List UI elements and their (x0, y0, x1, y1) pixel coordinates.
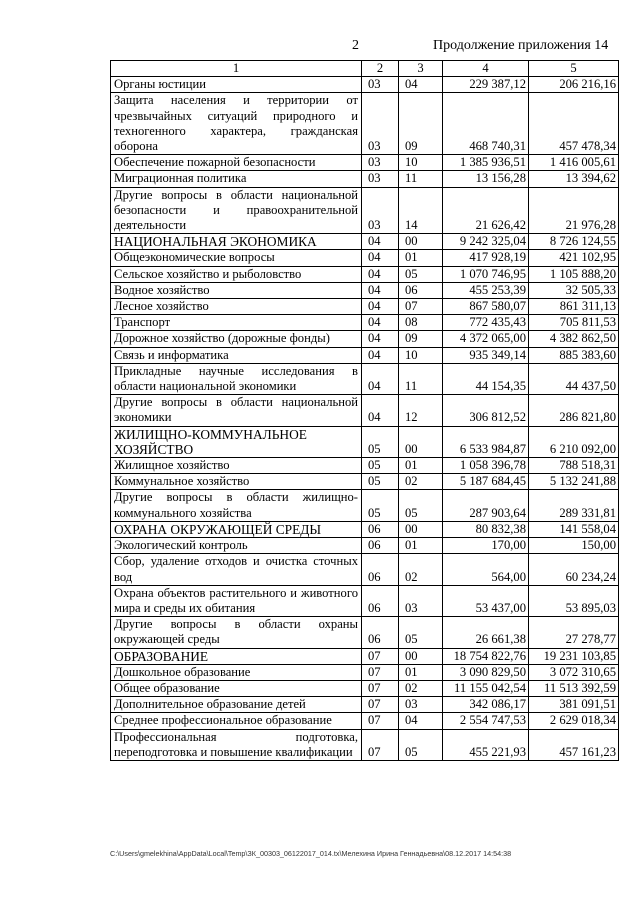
table-row (111, 234, 619, 250)
table-row (111, 171, 619, 187)
table-row (111, 713, 619, 729)
section-code-cell: 07 (362, 648, 399, 664)
section-code-cell: 03 (362, 155, 399, 171)
table-row (111, 617, 619, 648)
amount-col4-cell: 417 928,19 (443, 250, 529, 266)
table-row (111, 266, 619, 282)
table-row (111, 187, 619, 234)
row-name-cell: Дорожное хозяйство (дорожные фонды) (111, 331, 362, 347)
row-name-cell: Общеэкономические вопросы (111, 250, 362, 266)
section-code-cell: 04 (362, 266, 399, 282)
row-name-cell: НАЦИОНАЛЬНАЯ ЭКОНОМИКА (111, 234, 362, 250)
page-number: 2 (352, 38, 359, 53)
amount-col4-cell: 53 437,00 (443, 585, 529, 616)
table-row (111, 697, 619, 713)
section-code-cell: 06 (362, 617, 399, 648)
subsection-code-cell: 11 (399, 171, 443, 187)
amount-col5-cell: 381 091,51 (529, 697, 619, 713)
subsection-code-cell: 01 (399, 664, 443, 680)
amount-col4-cell: 4 372 065,00 (443, 331, 529, 347)
amount-col4-cell: 772 435,43 (443, 315, 529, 331)
subsection-code-cell: 02 (399, 554, 443, 585)
row-name-cell: Среднее профессиональное образование (111, 713, 362, 729)
amount-col4-cell: 9 242 325,04 (443, 234, 529, 250)
section-code-cell: 07 (362, 729, 399, 760)
row-name-cell: Связь и информатика (111, 347, 362, 363)
column-header: 3 (399, 61, 443, 77)
table-row (111, 729, 619, 760)
amount-col5-cell: 788 518,31 (529, 458, 619, 474)
table-header-row (111, 61, 619, 77)
amount-col5-cell: 457 161,23 (529, 729, 619, 760)
amount-col4-cell: 80 832,38 (443, 521, 529, 537)
table-row (111, 282, 619, 298)
subsection-code-cell: 03 (399, 585, 443, 616)
table-row (111, 521, 619, 537)
row-name-cell: Транспорт (111, 315, 362, 331)
row-name-cell: Экологический контроль (111, 538, 362, 554)
table-row (111, 93, 619, 155)
section-code-cell: 03 (362, 93, 399, 155)
section-code-cell: 06 (362, 538, 399, 554)
amount-col5-cell: 60 234,24 (529, 554, 619, 585)
row-name-cell: Коммунальное хозяйство (111, 474, 362, 490)
table-body (111, 77, 619, 761)
table-row (111, 680, 619, 696)
amount-col4-cell: 287 903,64 (443, 490, 529, 521)
column-header: 5 (529, 61, 619, 77)
amount-col4-cell: 468 740,31 (443, 93, 529, 155)
amount-col4-cell: 26 661,38 (443, 617, 529, 648)
row-name-cell: Дошкольное образование (111, 664, 362, 680)
amount-col4-cell: 455 221,93 (443, 729, 529, 760)
amount-col5-cell: 3 072 310,65 (529, 664, 619, 680)
amount-col4-cell: 935 349,14 (443, 347, 529, 363)
amount-col4-cell: 1 385 936,51 (443, 155, 529, 171)
table-row (111, 585, 619, 616)
amount-col4-cell: 44 154,35 (443, 363, 529, 394)
amount-col5-cell: 141 558,04 (529, 521, 619, 537)
subsection-code-cell: 04 (399, 77, 443, 93)
subsection-code-cell: 05 (399, 729, 443, 760)
column-header: 1 (111, 61, 362, 77)
section-code-cell: 05 (362, 474, 399, 490)
amount-col5-cell: 11 513 392,59 (529, 680, 619, 696)
column-header: 2 (362, 61, 399, 77)
table-row (111, 77, 619, 93)
column-header: 4 (443, 61, 529, 77)
section-code-cell: 06 (362, 554, 399, 585)
amount-col4-cell: 455 253,39 (443, 282, 529, 298)
table-row (111, 458, 619, 474)
row-name-cell: Прикладные научные исследования в области национальной экономики (111, 363, 362, 394)
row-name-cell: Обеспечение пожарной безопасности (111, 155, 362, 171)
section-code-cell: 04 (362, 331, 399, 347)
amount-col4-cell: 229 387,12 (443, 77, 529, 93)
section-code-cell: 04 (362, 282, 399, 298)
subsection-code-cell: 01 (399, 458, 443, 474)
row-name-cell: Другие вопросы в области национальной безопасности и правоохранительной деятельности (111, 187, 362, 234)
section-code-cell: 04 (362, 315, 399, 331)
amount-col5-cell: 150,00 (529, 538, 619, 554)
subsection-code-cell: 00 (399, 521, 443, 537)
subsection-code-cell: 09 (399, 93, 443, 155)
table-row (111, 363, 619, 394)
subsection-code-cell: 10 (399, 347, 443, 363)
subsection-code-cell: 01 (399, 250, 443, 266)
row-name-cell: Органы юстиции (111, 77, 362, 93)
section-code-cell: 06 (362, 585, 399, 616)
section-code-cell: 04 (362, 347, 399, 363)
section-code-cell: 07 (362, 680, 399, 696)
row-name-cell: Другие вопросы в области национальной экономики (111, 395, 362, 426)
row-name-cell: Другие вопросы в области охраны окружающей среды (111, 617, 362, 648)
table-row (111, 331, 619, 347)
section-code-cell: 07 (362, 697, 399, 713)
section-code-cell: 07 (362, 664, 399, 680)
amount-col5-cell: 1 105 888,20 (529, 266, 619, 282)
table-row (111, 538, 619, 554)
subsection-code-cell: 06 (399, 282, 443, 298)
section-code-cell: 06 (362, 521, 399, 537)
row-name-cell: Лесное хозяйство (111, 299, 362, 315)
row-name-cell: Жилищное хозяйство (111, 458, 362, 474)
subsection-code-cell: 03 (399, 697, 443, 713)
subsection-code-cell: 00 (399, 234, 443, 250)
subsection-code-cell: 00 (399, 648, 443, 664)
row-name-cell: Водное хозяйство (111, 282, 362, 298)
amount-col5-cell: 861 311,13 (529, 299, 619, 315)
amount-col4-cell: 5 187 684,45 (443, 474, 529, 490)
amount-col5-cell: 44 437,50 (529, 363, 619, 394)
row-name-cell: Общее образование (111, 680, 362, 696)
amount-col5-cell: 4 382 862,50 (529, 331, 619, 347)
amount-col4-cell: 342 086,17 (443, 697, 529, 713)
subsection-code-cell: 04 (399, 713, 443, 729)
section-code-cell: 04 (362, 250, 399, 266)
subsection-code-cell: 02 (399, 680, 443, 696)
row-name-cell: Дополнительное образование детей (111, 697, 362, 713)
table-row (111, 490, 619, 521)
subsection-code-cell: 12 (399, 395, 443, 426)
subsection-code-cell: 10 (399, 155, 443, 171)
table-row (111, 155, 619, 171)
section-code-cell: 04 (362, 395, 399, 426)
table-row (111, 426, 619, 457)
row-name-cell: Охрана объектов растительного и животного мира и среды их обитания (111, 585, 362, 616)
row-name-cell: Защита населения и территории от чрезвычайных ситуаций природного и техногенного характера, гражданская оборона (111, 93, 362, 155)
amount-col5-cell: 457 478,34 (529, 93, 619, 155)
amount-col5-cell: 286 821,80 (529, 395, 619, 426)
amount-col4-cell: 11 155 042,54 (443, 680, 529, 696)
amount-col4-cell: 3 090 829,50 (443, 664, 529, 680)
row-name-cell: ЖИЛИЩНО-КОММУНАЛЬНОЕ ХОЗЯЙСТВО (111, 426, 362, 457)
amount-col4-cell: 564,00 (443, 554, 529, 585)
amount-col5-cell: 885 383,60 (529, 347, 619, 363)
subsection-code-cell: 00 (399, 426, 443, 457)
amount-col4-cell: 170,00 (443, 538, 529, 554)
table-row (111, 648, 619, 664)
table-row (111, 664, 619, 680)
row-name-cell: Сельское хозяйство и рыболовство (111, 266, 362, 282)
table-row (111, 474, 619, 490)
amount-col5-cell: 705 811,53 (529, 315, 619, 331)
amount-col5-cell: 21 976,28 (529, 187, 619, 234)
amount-col5-cell: 53 895,03 (529, 585, 619, 616)
table-row (111, 299, 619, 315)
amount-col4-cell: 1 058 396,78 (443, 458, 529, 474)
appendix-title: Продолжение приложения 14 (433, 38, 609, 53)
table-row (111, 250, 619, 266)
subsection-code-cell: 02 (399, 474, 443, 490)
subsection-code-cell: 09 (399, 331, 443, 347)
section-code-cell: 05 (362, 458, 399, 474)
amount-col4-cell: 306 812,52 (443, 395, 529, 426)
table-row (111, 315, 619, 331)
subsection-code-cell: 11 (399, 363, 443, 394)
row-name-cell: ОБРАЗОВАНИЕ (111, 648, 362, 664)
budget-table (110, 60, 619, 761)
amount-col5-cell: 8 726 124,55 (529, 234, 619, 250)
section-code-cell: 03 (362, 171, 399, 187)
subsection-code-cell: 07 (399, 299, 443, 315)
amount-col4-cell: 2 554 747,53 (443, 713, 529, 729)
subsection-code-cell: 01 (399, 538, 443, 554)
row-name-cell: Другие вопросы в области жилищно-коммунального хозяйства (111, 490, 362, 521)
amount-col4-cell: 6 533 984,87 (443, 426, 529, 457)
table-row (111, 347, 619, 363)
section-code-cell: 04 (362, 299, 399, 315)
section-code-cell: 04 (362, 234, 399, 250)
row-name-cell: Сбор, удаление отходов и очистка сточных вод (111, 554, 362, 585)
subsection-code-cell: 14 (399, 187, 443, 234)
amount-col5-cell: 2 629 018,34 (529, 713, 619, 729)
table-row (111, 395, 619, 426)
table-row (111, 554, 619, 585)
amount-col5-cell: 5 132 241,88 (529, 474, 619, 490)
file-path-footer: C:\Users\gmelekhina\AppData\Local\Temp\ЗК_00303_06122017_014.tx\Мелехина Ирина Геннадьевна\08.12.2017 14:54:38 (110, 849, 512, 858)
subsection-code-cell: 05 (399, 266, 443, 282)
subsection-code-cell: 08 (399, 315, 443, 331)
section-code-cell: 07 (362, 713, 399, 729)
budget-table-container (110, 60, 619, 761)
subsection-code-cell: 05 (399, 490, 443, 521)
row-name-cell: ОХРАНА ОКРУЖАЮЩЕЙ СРЕДЫ (111, 521, 362, 537)
section-code-cell: 04 (362, 363, 399, 394)
row-name-cell: Миграционная политика (111, 171, 362, 187)
amount-col4-cell: 18 754 822,76 (443, 648, 529, 664)
amount-col5-cell: 19 231 103,85 (529, 648, 619, 664)
amount-col4-cell: 21 626,42 (443, 187, 529, 234)
subsection-code-cell: 05 (399, 617, 443, 648)
amount-col5-cell: 206 216,16 (529, 77, 619, 93)
section-code-cell: 05 (362, 490, 399, 521)
row-name-cell: Профессиональная подготовка, переподготовка и повышение квалификации (111, 729, 362, 760)
amount-col5-cell: 6 210 092,00 (529, 426, 619, 457)
amount-col4-cell: 1 070 746,95 (443, 266, 529, 282)
amount-col4-cell: 867 580,07 (443, 299, 529, 315)
amount-col5-cell: 289 331,81 (529, 490, 619, 521)
section-code-cell: 05 (362, 426, 399, 457)
amount-col5-cell: 421 102,95 (529, 250, 619, 266)
amount-col5-cell: 27 278,77 (529, 617, 619, 648)
section-code-cell: 03 (362, 77, 399, 93)
amount-col5-cell: 13 394,62 (529, 171, 619, 187)
amount-col5-cell: 1 416 005,61 (529, 155, 619, 171)
amount-col5-cell: 32 505,33 (529, 282, 619, 298)
amount-col4-cell: 13 156,28 (443, 171, 529, 187)
section-code-cell: 03 (362, 187, 399, 234)
